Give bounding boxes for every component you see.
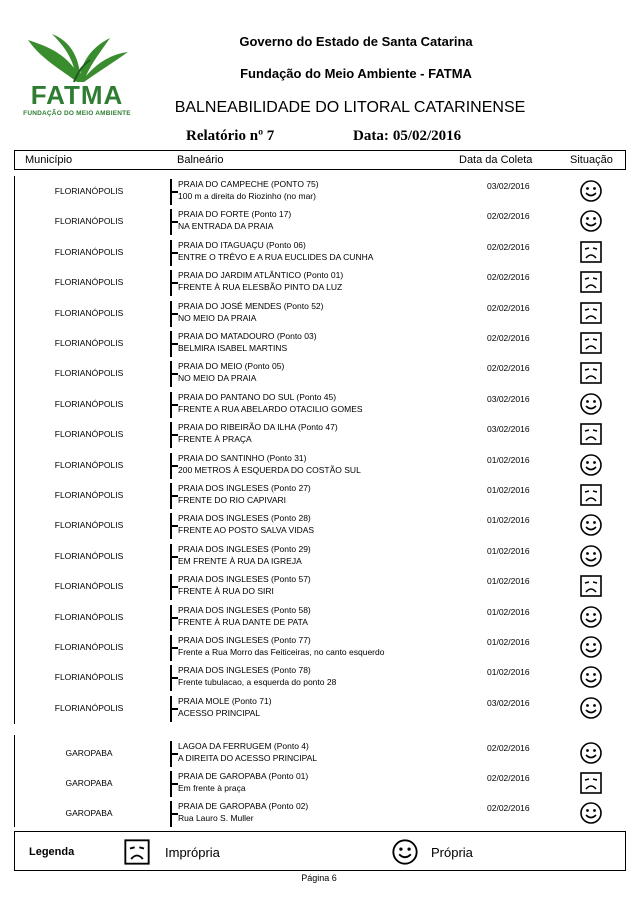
- balneario-description: NO MEIO DA PRAIA: [178, 373, 257, 384]
- collection-date: 02/02/2016: [487, 241, 530, 252]
- balneario-name: PRAIA DO JOSÉ MENDES (Ponto 52): [178, 300, 324, 311]
- smiley-face-icon: [579, 665, 603, 689]
- collection-date: 02/02/2016: [487, 743, 530, 753]
- balneario-name: PRAIA DE GAROPABA (Ponto 02): [178, 801, 309, 811]
- collection-date: 01/02/2016: [487, 637, 530, 647]
- table-row: [14, 738, 626, 768]
- table-row: [14, 768, 626, 798]
- balneario-name: PRAIA DOS INGLESES (Ponto 57): [178, 574, 311, 585]
- smiley-face-icon: [579, 392, 603, 416]
- balneario-name: PRAIA DO FORTE (Ponto 17): [178, 209, 292, 220]
- legend-propria: Própria: [431, 845, 473, 860]
- municipio-cell: GAROPABA: [65, 748, 113, 758]
- table-row: [14, 510, 626, 540]
- municipio-cell: FLORIANÓPOLIS: [54, 338, 124, 348]
- balneario-description: 200 METROS À ESQUERDA DO COSTÃO SUL: [178, 464, 361, 475]
- balneario-name: PRAIA DO MATADOURO (Ponto 03): [178, 331, 317, 341]
- row-bracket: [170, 270, 178, 296]
- balneario-name: PRAIA DOS INGLESES (Ponto 78): [178, 665, 311, 676]
- balneario-description: FRENTE À PRAÇA: [178, 434, 252, 445]
- header-government: Governo do Estado de Santa Catarina: [239, 34, 473, 49]
- table-row: [14, 571, 626, 601]
- collection-date: 03/02/2016: [487, 393, 530, 404]
- municipio-cell: FLORIANÓPOLIS: [54, 368, 124, 379]
- table-row: [14, 389, 626, 419]
- collection-date: 03/02/2016: [487, 181, 530, 191]
- balneario-name: PRAIA DO JARDIM ATLÂNTICO (Ponto 01): [178, 270, 344, 281]
- row-bracket: [170, 209, 178, 235]
- logo-subtitle: FUNDAÇÃO DO MEIO AMBIENTE: [23, 110, 131, 117]
- balneario-description: BELMIRA ISABEL MARTINS: [178, 343, 288, 353]
- fatma-logo: [22, 30, 132, 126]
- municipio-cell: FLORIANÓPOLIS: [54, 186, 124, 196]
- balneario-description: NO MEIO DA PRAIA: [178, 312, 257, 323]
- header-foundation: Fundação do Meio Ambiente - FATMA: [240, 66, 472, 81]
- collection-date: 02/02/2016: [487, 363, 530, 374]
- row-bracket: [170, 483, 178, 509]
- municipio-cell: FLORIANÓPOLIS: [54, 642, 124, 652]
- legend: [14, 831, 626, 871]
- collection-date: 02/02/2016: [487, 272, 530, 283]
- row-bracket: [170, 240, 178, 266]
- row-bracket: [170, 771, 178, 797]
- balneario-name: PRAIA MOLE (Ponto 71): [178, 695, 272, 706]
- sad-face-icon: [579, 483, 603, 507]
- balneario-description: Frente tubulacao, a esquerda do ponto 28: [178, 677, 337, 688]
- row-bracket: [170, 696, 178, 722]
- row-bracket: [170, 179, 178, 205]
- municipio-cell: FLORIANÓPOLIS: [54, 307, 124, 318]
- column-situacao: Situação: [570, 154, 613, 166]
- row-bracket: [170, 422, 178, 448]
- collection-date: 01/02/2016: [487, 485, 530, 495]
- sad-face-icon: [579, 240, 603, 264]
- smiley-face-icon: [579, 513, 603, 537]
- balneario-name: PRAIA DO ITAGUAÇU (Ponto 06): [178, 239, 306, 250]
- collection-date: 03/02/2016: [487, 697, 530, 708]
- row-bracket: [170, 392, 178, 418]
- table-row: [14, 602, 626, 632]
- municipio-cell: GAROPABA: [65, 808, 113, 818]
- column-municipio: Município: [25, 154, 73, 166]
- page-number: Página 6: [301, 873, 337, 883]
- municipio-cell: FLORIANÓPOLIS: [54, 216, 124, 227]
- balneario-description: FRENTE AO POSTO SALVA VIDAS: [178, 525, 315, 536]
- balneario-name: PRAIA DO SANTINHO (Ponto 31): [178, 452, 307, 463]
- row-bracket: [170, 605, 178, 631]
- table-row: [14, 176, 626, 206]
- balneario-name: PRAIA DO CAMPECHE (PONTO 75): [178, 179, 319, 189]
- column-balneario: Balneário: [177, 154, 224, 166]
- collection-date: 02/02/2016: [487, 773, 530, 783]
- row-bracket: [170, 665, 178, 691]
- balneario-description: ACESSO PRINCIPAL: [178, 707, 261, 718]
- table-row: [14, 798, 626, 828]
- table-row: [14, 206, 626, 236]
- municipio-cell: FLORIANÓPOLIS: [54, 672, 124, 683]
- table-row: [14, 298, 626, 328]
- balneario-name: PRAIA DOS INGLESES (Ponto 29): [178, 543, 311, 554]
- balneario-name: PRAIA DO RIBEIRÃO DA ILHA (Ponto 47): [178, 422, 338, 433]
- date-label: Data:: [353, 128, 389, 144]
- balneario-description: FRENTE A RUA ABELARDO OTACILIO GOMES: [178, 403, 363, 414]
- municipio-cell: FLORIANÓPOLIS: [54, 429, 124, 440]
- legend-title: Legenda: [29, 846, 75, 858]
- report-number: Relatório nº 7: [186, 128, 275, 144]
- legend-impropria: Imprópria: [165, 845, 220, 860]
- row-bracket: [170, 741, 178, 767]
- smiley-face-icon: [579, 209, 603, 233]
- balneario-name: PRAIA DO MEIO (Ponto 05): [178, 361, 285, 372]
- row-bracket: [170, 544, 178, 570]
- collection-date: 01/02/2016: [487, 667, 530, 678]
- municipio-cell: FLORIANÓPOLIS: [54, 246, 124, 257]
- smiley-face-icon: [579, 741, 603, 765]
- collection-date: 01/02/2016: [487, 606, 530, 617]
- municipio-cell: FLORIANÓPOLIS: [54, 702, 124, 713]
- balneario-description: Em frente à praça: [178, 783, 246, 793]
- municipio-cell: FLORIANÓPOLIS: [54, 611, 124, 622]
- table-row: [14, 693, 626, 723]
- balneario-name: PRAIA DE GAROPABA (Ponto 01): [178, 771, 309, 781]
- sad-face-icon: [579, 361, 603, 385]
- smiley-face-icon: [579, 544, 603, 568]
- municipio-cell: FLORIANÓPOLIS: [54, 459, 124, 470]
- municipio-cell: GAROPABA: [65, 778, 113, 788]
- sad-face-icon: [579, 331, 603, 355]
- balneario-description: 100 m a direita do Riozinho (no mar): [178, 191, 316, 201]
- smiley-face-icon: [391, 838, 419, 866]
- row-bracket: [170, 635, 178, 661]
- logo-leaf-icon: [22, 30, 132, 86]
- smiley-face-icon: [579, 801, 603, 825]
- sad-face-icon: [579, 771, 603, 795]
- municipio-cell: FLORIANÓPOLIS: [54, 398, 124, 409]
- collection-date: 02/02/2016: [487, 302, 530, 313]
- collection-date: 01/02/2016: [487, 545, 530, 556]
- balneario-name: LAGOA DA FERRUGEM (Ponto 4): [178, 741, 309, 751]
- balneario-name: PRAIA DO PANTANO DO SUL (Ponto 45): [178, 391, 337, 402]
- row-bracket: [170, 301, 178, 327]
- balneario-name: PRAIA DOS INGLESES (Ponto 58): [178, 604, 311, 615]
- balneario-name: PRAIA DOS INGLESES (Ponto 77): [178, 635, 311, 645]
- collection-date: 03/02/2016: [487, 424, 530, 435]
- table-row: [14, 450, 626, 480]
- sad-face-icon: [123, 838, 151, 866]
- row-bracket: [170, 513, 178, 539]
- collection-date: 02/02/2016: [487, 803, 530, 813]
- sad-face-icon: [579, 301, 603, 325]
- balneario-description: FRENTE À RUA ELESBÃO PINTO DA LUZ: [178, 282, 343, 293]
- balneario-description: FRENTE DO RIO CAPIVARI: [178, 495, 286, 505]
- balneario-name: PRAIA DOS INGLESES (Ponto 28): [178, 513, 311, 524]
- balneario-description: FRENTE À RUA DO SIRI: [178, 586, 274, 597]
- row-bracket: [170, 331, 178, 357]
- row-bracket: [170, 801, 178, 827]
- municipio-cell: FLORIANÓPOLIS: [54, 277, 124, 288]
- sad-face-icon: [579, 270, 603, 294]
- collection-date: 02/02/2016: [487, 333, 530, 343]
- table-row: [14, 358, 626, 388]
- balneario-description: A DIREITA DO ACESSO PRINCIPAL: [178, 753, 318, 763]
- table-row: [14, 419, 626, 449]
- table-header: [14, 150, 626, 170]
- collection-date: 01/02/2016: [487, 576, 530, 587]
- municipio-cell: FLORIANÓPOLIS: [54, 550, 124, 561]
- row-bracket: [170, 574, 178, 600]
- table-row: [14, 267, 626, 297]
- smiley-face-icon: [579, 605, 603, 629]
- logo-text: FATMA: [30, 80, 124, 110]
- table-row: [14, 480, 626, 510]
- smiley-face-icon: [579, 179, 603, 203]
- balneario-description: Rua Lauro S. Muller: [178, 813, 254, 823]
- collection-date: 02/02/2016: [487, 211, 530, 222]
- page-title: BALNEABILIDADE DO LITORAL CATARINENSE: [174, 99, 526, 116]
- smiley-face-icon: [579, 635, 603, 659]
- table-row: [14, 328, 626, 358]
- table-row: [14, 541, 626, 571]
- municipio-cell: FLORIANÓPOLIS: [54, 520, 124, 531]
- collection-date: 01/02/2016: [487, 515, 530, 526]
- sad-face-icon: [579, 422, 603, 446]
- date-value: 05/02/2016: [392, 128, 462, 144]
- balneario-description: NA ENTRADA DA PRAIA: [178, 221, 274, 232]
- balneario-description: EM FRENTE À RUA DA IGREJA: [178, 555, 302, 566]
- smiley-face-icon: [579, 696, 603, 720]
- balneario-description: Frente a Rua Morro das Feiticeiras, no canto esquerdo: [178, 647, 385, 657]
- municipio-cell: FLORIANÓPOLIS: [54, 581, 124, 592]
- table-row: [14, 632, 626, 662]
- collection-date: 01/02/2016: [487, 454, 530, 465]
- table-row: [14, 237, 626, 267]
- row-bracket: [170, 361, 178, 387]
- column-data-coleta: Data da Coleta: [459, 154, 533, 166]
- table-row: [14, 662, 626, 692]
- report-date: [353, 128, 461, 145]
- municipio-cell: FLORIANÓPOLIS: [54, 490, 124, 500]
- smiley-face-icon: [579, 453, 603, 477]
- balneario-description: FRENTE À RUA DANTE DE PATA: [178, 616, 308, 627]
- row-bracket: [170, 453, 178, 479]
- balneario-name: PRAIA DOS INGLESES (Ponto 27): [178, 483, 311, 493]
- balneario-description: ENTRE O TRÊVO E A RUA EUCLIDES DA CUNHA: [178, 251, 374, 262]
- sad-face-icon: [579, 574, 603, 598]
